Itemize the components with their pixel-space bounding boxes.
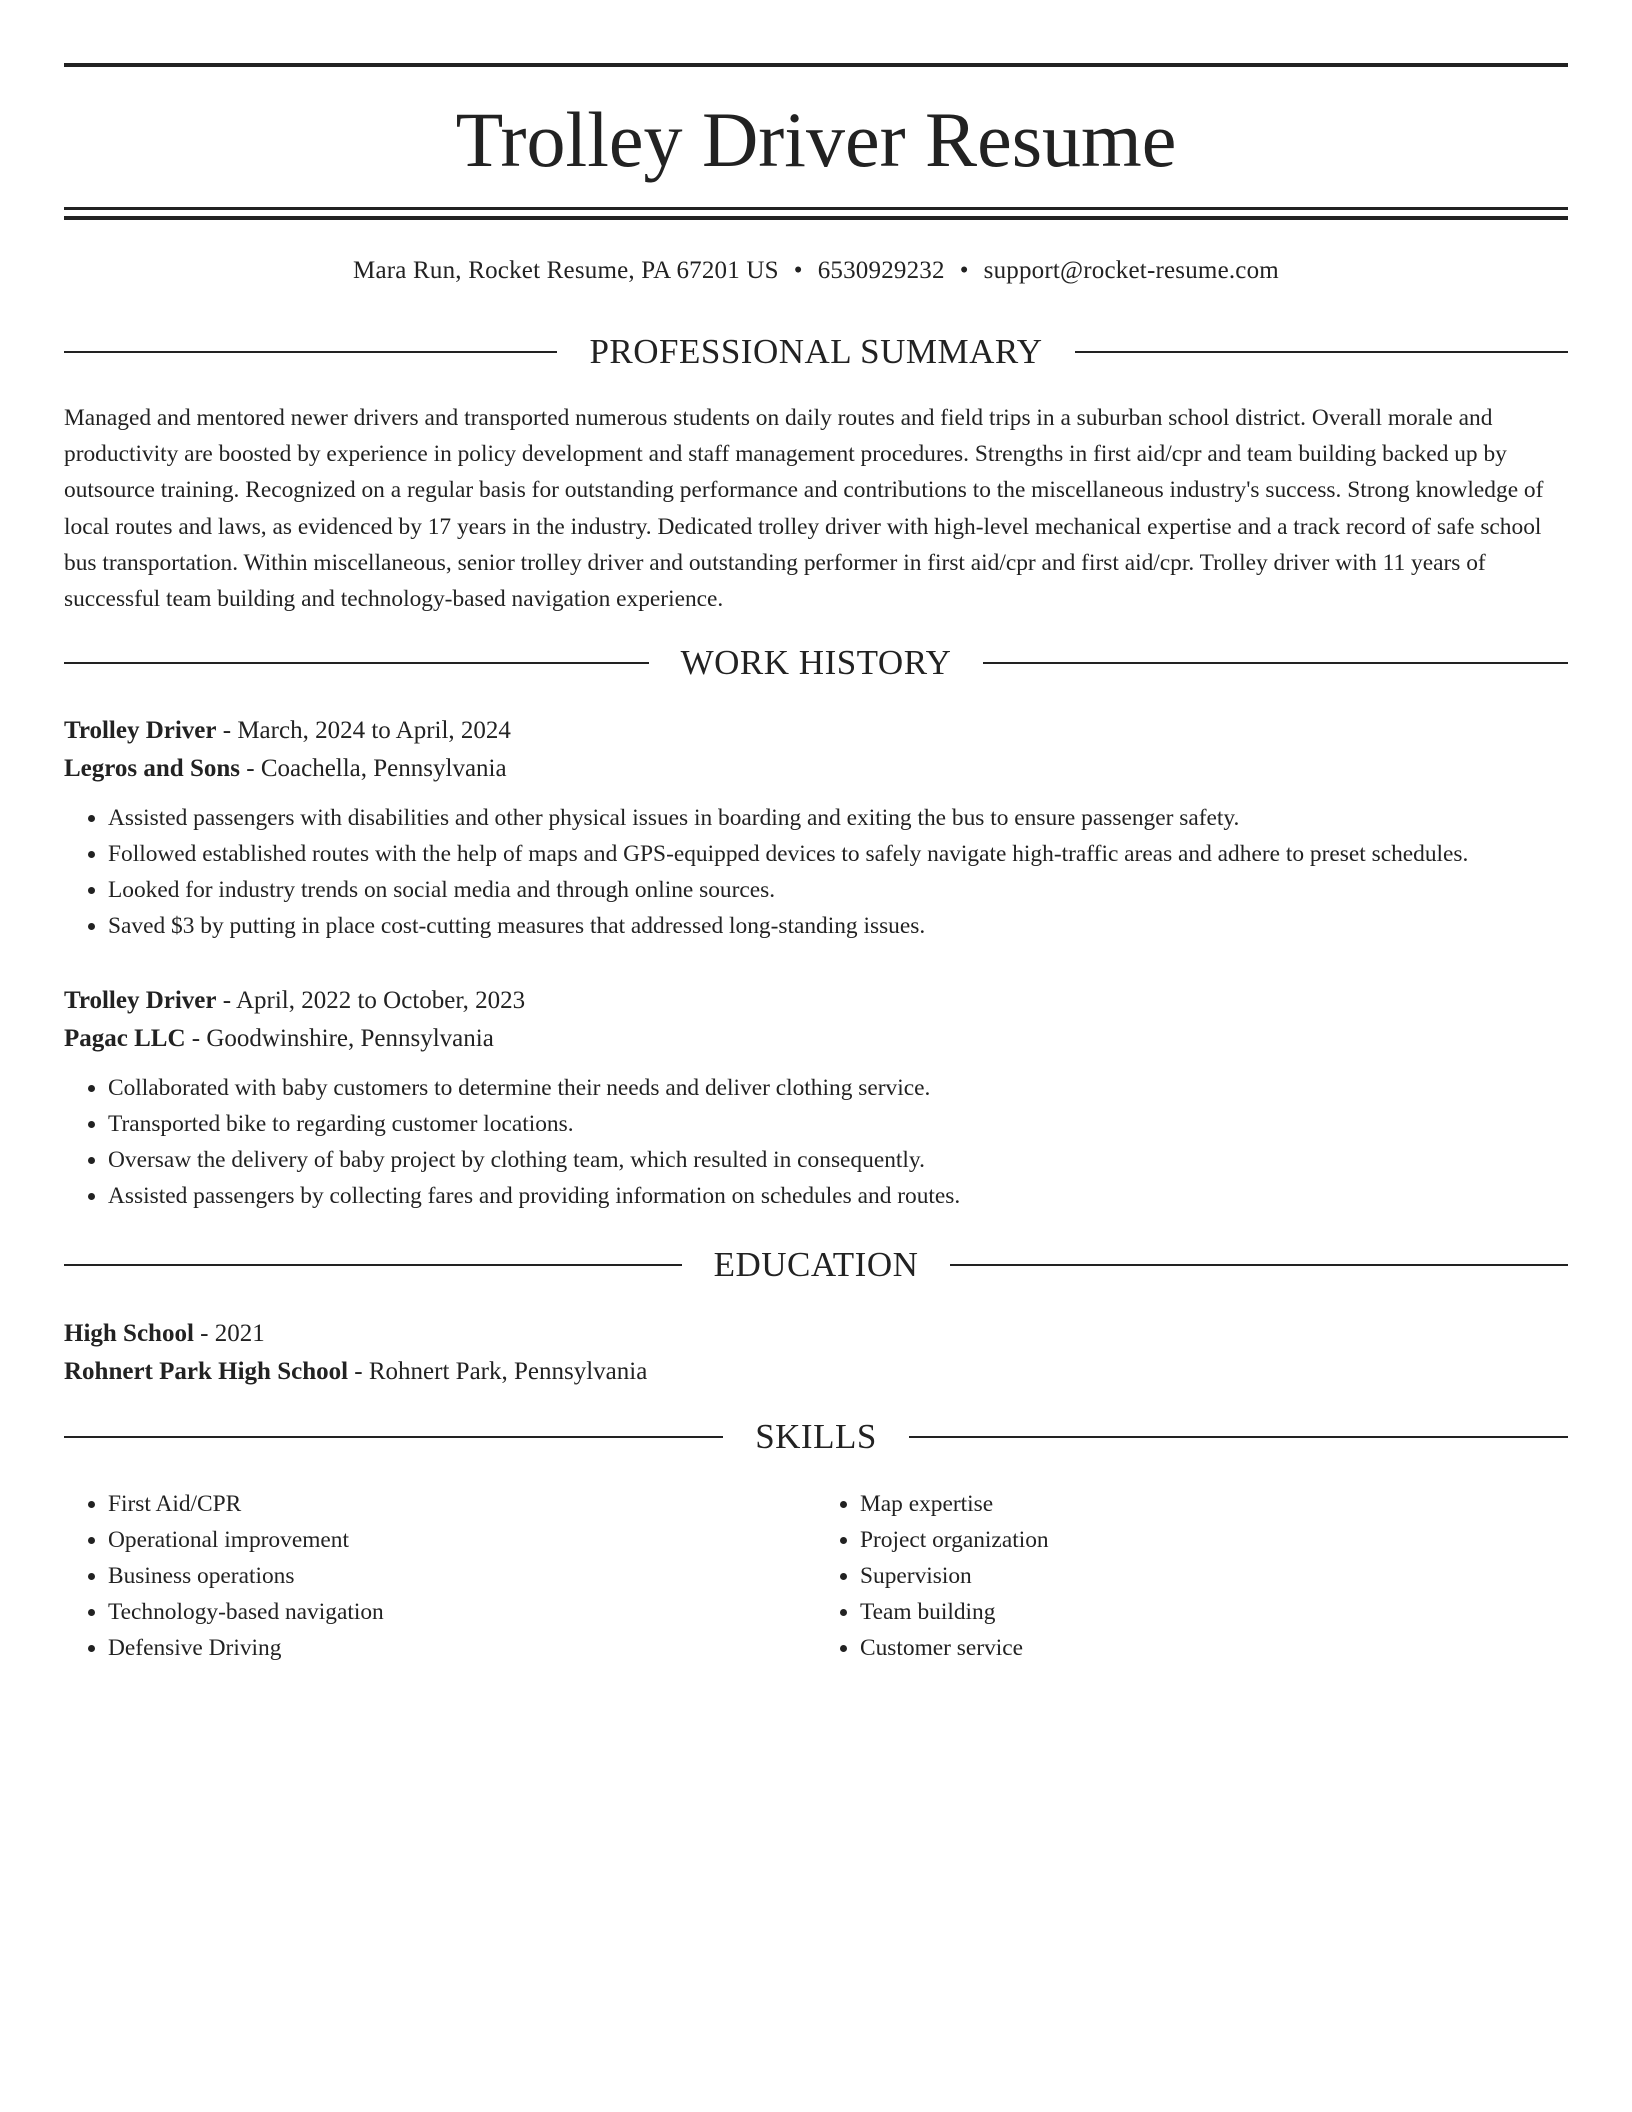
job-bullet: • Assisted passengers by collecting fares and providing information on schedules and routes. [108, 1178, 1568, 1214]
job-bullet: • Oversaw the delivery of baby project by clothing team, which resulted in consequently. [108, 1142, 1568, 1178]
heading-rule-left [64, 1436, 723, 1438]
title-double-rule [64, 207, 1568, 220]
education-entry [64, 1315, 1568, 1391]
summary-heading [64, 330, 1568, 374]
skill-item: • Business operations [108, 1558, 816, 1594]
job-bullet: • Assisted passengers with disabilities and other physical issues in boarding and exiting the bus to ensure passenger safety. [108, 800, 1568, 836]
job-bullets [64, 1070, 1568, 1214]
job-location: - Goodwinshire, Pennsylvania [185, 1025, 494, 1052]
job-company-line [64, 750, 1568, 788]
job-title-line [64, 712, 1568, 750]
top-rule [64, 63, 1568, 67]
heading-rule-right [909, 1436, 1568, 1438]
skill-item: • Supervision [860, 1558, 1568, 1594]
job-bullet: • Followed established routes with the help of maps and GPS-equipped devices to safely navigate high-traffic areas and adhere to preset schedules. [108, 836, 1568, 872]
skill-item: • First Aid/CPR [108, 1486, 816, 1522]
job-company: Legros and Sons [64, 755, 240, 782]
work-history-heading-label: WORK HISTORY [680, 643, 952, 682]
education-heading-label: EDUCATION [713, 1245, 919, 1284]
heading-rule-right [983, 662, 1568, 664]
job-title: Trolley Driver [64, 987, 217, 1014]
contact-separator: • [959, 257, 969, 284]
skill-item: • Technology-based navigation [108, 1594, 816, 1630]
job-entry [64, 712, 1568, 944]
skills-column-right [816, 1486, 1568, 1666]
heading-rule-right [950, 1264, 1568, 1266]
page-title: Trolley Driver Resume [455, 96, 1177, 183]
job-bullet: • Collaborated with baby customers to determine their needs and deliver clothing service. [108, 1070, 1568, 1106]
skill-item: • Operational improvement [108, 1522, 816, 1558]
job-company-line [64, 1020, 1568, 1058]
heading-rule-left [64, 1264, 682, 1266]
job-company: Pagac LLC [64, 1025, 186, 1052]
job-bullet: • Looked for industry trends on social media and through online sources. [108, 872, 1568, 908]
heading-rule-left [64, 351, 557, 353]
skill-item: • Map expertise [860, 1486, 1568, 1522]
work-history-heading [64, 641, 1568, 685]
job-title: Trolley Driver [64, 717, 217, 744]
education-degree: High School [64, 1320, 194, 1347]
education-school-line [64, 1353, 1568, 1391]
skills-grid [64, 1486, 1568, 1666]
skills-heading [64, 1415, 1568, 1459]
education-heading [64, 1243, 1568, 1287]
heading-rule-right [1075, 351, 1568, 353]
job-bullets [64, 800, 1568, 944]
contact-separator: • [793, 257, 803, 284]
education-year: - 2021 [193, 1320, 265, 1347]
job-dates: - March, 2024 to April, 2024 [216, 717, 511, 744]
contact-line [64, 254, 1568, 288]
contact-email: support@rocket-resume.com [983, 257, 1279, 284]
job-entry [64, 982, 1568, 1214]
skills-column-left [64, 1486, 816, 1666]
job-title-line [64, 982, 1568, 1020]
skill-item: • Customer service [860, 1630, 1568, 1666]
job-bullet: • Transported bike to regarding customer locations. [108, 1106, 1568, 1142]
skill-item: • Team building [860, 1594, 1568, 1630]
job-bullet: • Saved $3 by putting in place cost-cutting measures that addressed long-standing issues. [108, 908, 1568, 944]
skill-item: • Project organization [860, 1522, 1568, 1558]
skill-item: • Defensive Driving [108, 1630, 816, 1666]
education-school: Rohnert Park High School [64, 1358, 349, 1385]
education-location: - Rohnert Park, Pennsylvania [348, 1358, 648, 1385]
education-degree-line [64, 1315, 1568, 1353]
job-location: - Coachella, Pennsylvania [240, 755, 507, 782]
heading-rule-left [64, 662, 649, 664]
contact-phone: 6530929232 [817, 257, 945, 284]
job-dates: - April, 2022 to October, 2023 [216, 987, 526, 1014]
skills-heading-label: SKILLS [755, 1417, 877, 1456]
summary-heading-label: PROFESSIONAL SUMMARY [589, 332, 1043, 371]
contact-address: Mara Run, Rocket Resume, PA 67201 US [353, 257, 779, 284]
summary-text: Managed and mentored newer drivers and transported numerous students on daily routes and field trips in a suburban school district. Overall morale and productivity are boosted by experience in policy development and staff management procedures. Strengths in first aid/cpr and team building backed up by outsource training. Recognized on a regular basis for outstanding performance and contributions to the miscellaneous industry's success. Strong knowledge of local routes and laws, as evidenced by 17 years in the industry. Dedicated trolley driver with high-level mechanical expertise and a track record of safe school bus transportation. Within miscellaneous, senior trolley driver and outstanding performer in first aid/cpr and first aid/cpr. Trolley driver with 11 years of successful team building and technology-based navigation experience. [64, 405, 1544, 613]
